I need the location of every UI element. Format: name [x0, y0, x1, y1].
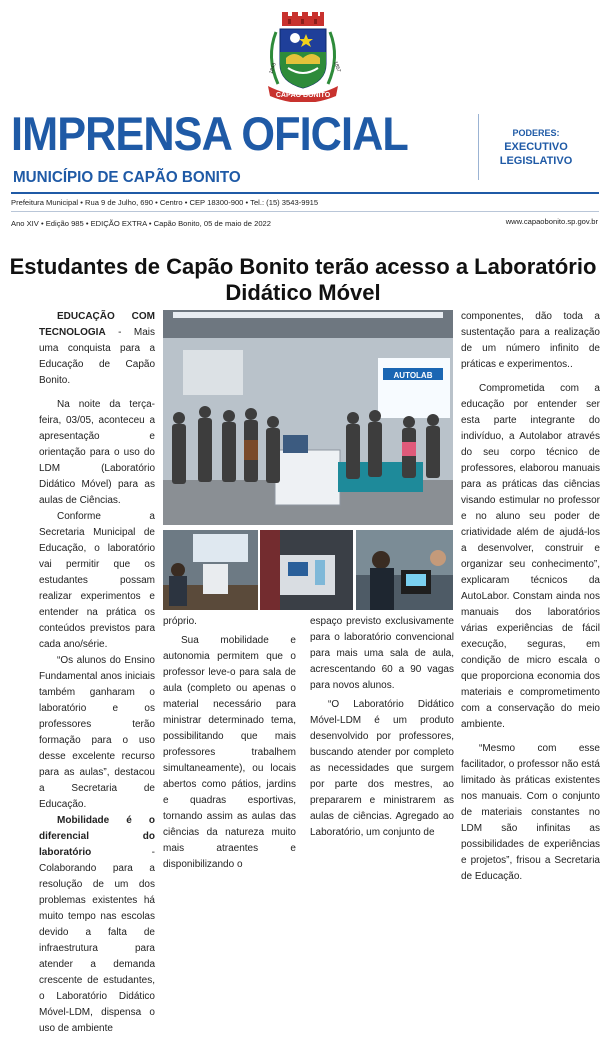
address-rule [11, 211, 599, 212]
crest-icon [262, 12, 344, 102]
crest-year-left: 1843 [268, 62, 278, 75]
address-line: Prefeitura Municipal • Rua 9 de Julho, 690 • Centro • CEP 18300-900 • Tel.: (15) 3543-9915 [11, 198, 319, 207]
power-legislative: LEGISLATIVO [499, 155, 573, 167]
paragraph: espaço previsto exclusivamente para o laboratório convencional para mais uma sala de aula, acrescentando 60 a 90 vagas para novos alunos. [310, 616, 454, 691]
edition-line: Ano XIV • Edição 985 • EDIÇÃO EXTRA • Capão Bonito, 05 de maio de 2022 [11, 219, 271, 228]
article-column-4 [461, 309, 600, 885]
municipal-crest [262, 12, 344, 102]
equipment-photo [260, 530, 353, 610]
article-headline: Estudantes de Capão Bonito terão acesso a Laboratório Didático Móvel [9, 254, 597, 305]
powers-box [486, 126, 586, 168]
newspaper-title: IMPRENSA OFICIAL [11, 107, 408, 160]
masthead-divider [478, 114, 479, 180]
paragraph: Comprometida com a educação por entender ser esta parte integrante do indivíduo, a Autolabor através do seu corpo técnico de professores, elaborou manuais para as práticas das ciências visando estimular no professor e no aluno seu poder de criatividade além de ajudá-los a desenvolver, construir e organizar seu conhecimento”, explicaram técnicos da AutoLabor. Constam ainda nos manuais dos laboratórios várias experiências de fácil execução, seguras, em condição de micro escala o que proporciona economia dos materiais e comprometimento com a conservação do meio ambiente. [461, 383, 600, 730]
paragraph: “Mesmo com esse facilitador, o professor não está limitado às práticas existentes nos manuais. Com o conjunto de materiais constantes no LDM são infinitas as possibilidades de experiências e projetos”, frisou a Secretaria de Educação. [461, 743, 600, 882]
newspaper-subtitle: MUNICÍPIO DE CAPÃO BONITO [13, 169, 241, 186]
powers-label: PODERES: [512, 128, 560, 138]
paragraph: Na noite da terça- feira, 03/05, aconteceu a apresentação e orientação para o uso do LDM (Laboratório Didático Móvel) para as aulas de Ciências. [39, 399, 155, 506]
paragraph: Sua mobilidade e autonomia permitem que o professor leve-o para sala de aula (completo ou apenas o material necessário para ministrar determinado tema, possibilitando que mais professores trabalhem simultaneamente), ou locais abertos como pátios, jardins e quadras esportivas, tornando assim as aulas das ciências da natureza muito mais atraentes e disponibilizando o [163, 635, 296, 870]
website-link[interactable]: www.capaobonito.sp.gov.br [505, 217, 598, 226]
paragraph: - Mais uma conquista para a Educação de Capão Bonito. [39, 327, 155, 386]
crest-year-right: 1857 [332, 60, 342, 74]
masthead-rule [11, 192, 599, 194]
demonstration-photo [356, 530, 453, 610]
article-column-2 [163, 614, 296, 873]
paragraph: “Os alunos do Ensino Fundamental anos iniciais também ganharam o laboratório e os professores terão formação para o uso desse excelente recurso para as aulas”, destacou a Secretaria de Educação. [39, 655, 155, 810]
paragraph: Conforme a Secretaria Municipal de Educação, o laboratório vai permitir que os estudantes possam realizar experimentos e entender na prática os conteúdos previstos para cada ano/série. [39, 511, 155, 650]
section-lead: Mobilidade é o diferencial do laboratório [39, 815, 155, 858]
paragraph: “O Laboratório Didático Móvel-LDM é um produto desenvolvido por professores, buscando atender por completo as necessidades que surgem por parte dos mestres, ao prepararem e ministrarem as aulas de ciências. Agregado ao Laboratório, um conjunto de [310, 699, 454, 838]
classroom-photo [163, 530, 258, 610]
group-photo [163, 310, 453, 525]
paragraph: componentes, dão toda a sustentação para a realização de um número infinito de práticas e experimentos.. [461, 311, 600, 370]
paragraph: próprio. [163, 616, 197, 627]
section-lead: EDUCAÇÃO COM TECNOLOGIA [39, 311, 155, 338]
projected-sign-text: AUTOLAB [393, 371, 433, 380]
article-column-1 [39, 309, 155, 1037]
crest-banner-text: CAPÃO BONITO [275, 92, 331, 99]
paragraph: - Colaborando para a resolução de um dos problemas existentes há muito tempo nas escolas devido a falta de infraestrutura para atender a demanda crescente de estudantes, o Laboratório Didático Móvel-LDM, dispensa o uso de ambiente [39, 847, 155, 1034]
article-column-3 [310, 614, 454, 841]
power-executive: EXECUTIVO [504, 141, 568, 153]
